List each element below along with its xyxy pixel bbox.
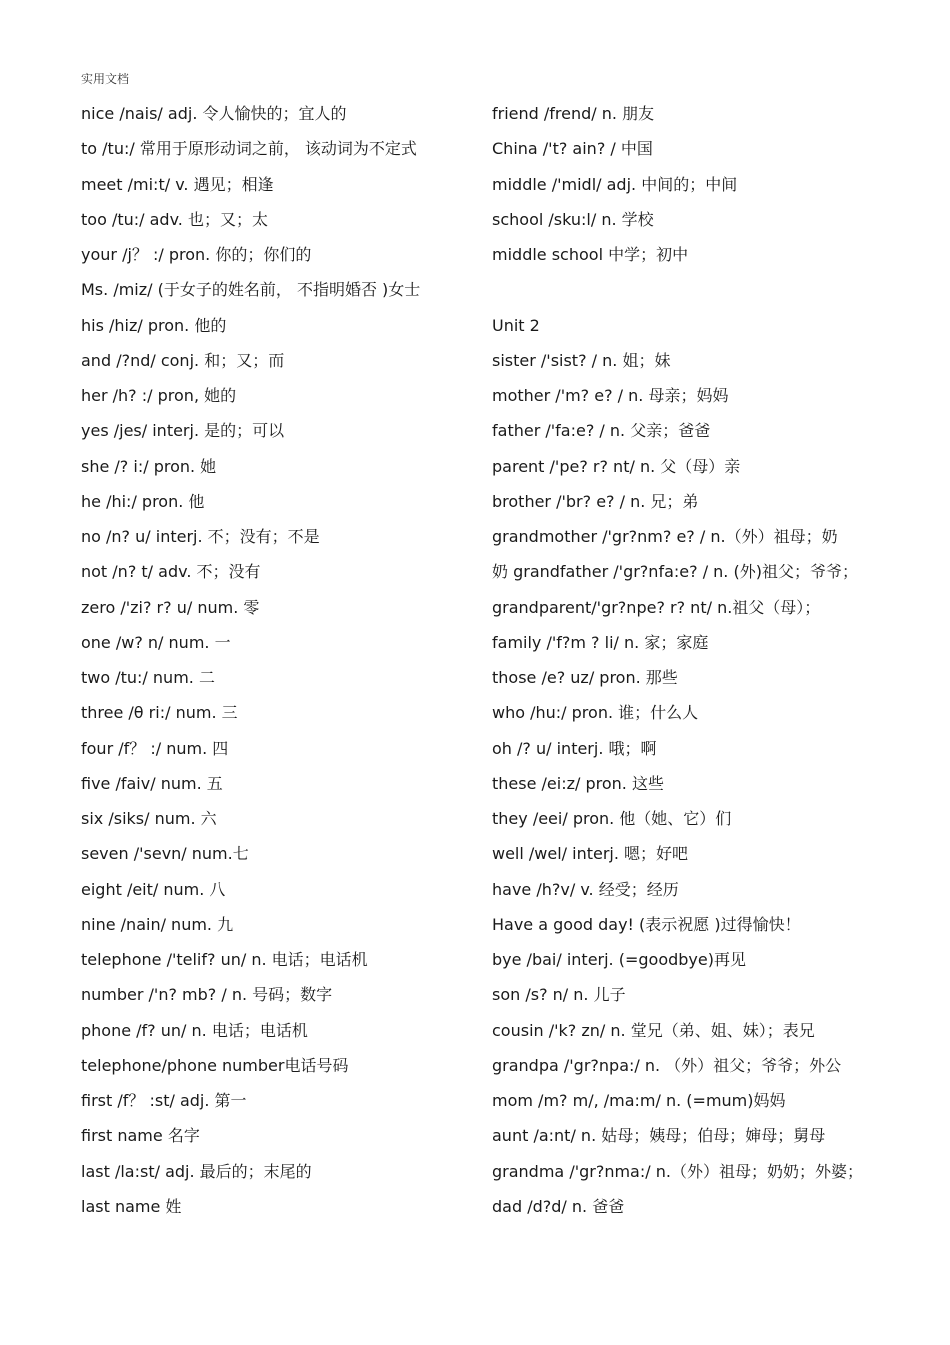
vocabulary-entry: sister /'sist? / n. 姐；妹 <box>492 350 671 370</box>
vocabulary-entry: grandpa /'gr?npa:/ n. （外）祖父；爷爷；外公 <box>492 1055 842 1075</box>
vocabulary-entry: those /e? uz/ pron. 那些 <box>492 668 678 687</box>
vocabulary-entry: mom /m? m/, /ma:m/ n. (=mum)妈妈 <box>492 1091 786 1110</box>
vocabulary-entry: zero /'zi? r? u/ num. 零 <box>81 597 260 617</box>
vocabulary-entry: son /s? n/ n. 儿子 <box>492 985 626 1005</box>
vocabulary-entry: five /faiv/ num. 五 <box>81 773 223 793</box>
vocabulary-entry: not /n? t/ adv. 不；没有 <box>81 562 261 582</box>
vocabulary-entry: grandmother /'gr?nm? e? / n.（外）祖母；奶 <box>492 527 838 546</box>
vocabulary-entry: his /hiz/ pron. 他的 <box>81 315 227 335</box>
vocabulary-entry: brother /'br? e? / n. 兄；弟 <box>492 491 699 511</box>
vocabulary-entry: two /tu:/ num. 二 <box>81 668 215 687</box>
vocabulary-entry: six /siks/ num. 六 <box>81 809 217 828</box>
vocabulary-entry: her /h? :/ pron, 她的 <box>81 386 237 405</box>
vocabulary-entry: one /w? n/ num. 一 <box>81 632 231 652</box>
left-word-column <box>81 96 481 1224</box>
vocabulary-entry: dad /d?d/ n. 爸爸 <box>492 1196 625 1216</box>
vocabulary-entry: oh /? u/ interj. 哦；啊 <box>492 738 657 758</box>
vocabulary-entry: last name 姓 <box>81 1196 182 1216</box>
vocabulary-entry: first /f？ :st/ adj. 第一 <box>81 1091 247 1110</box>
vocabulary-entry: middle /'midl/ adj. 中间的；中间 <box>492 174 738 194</box>
vocabulary-entry: 奶 grandfather /'gr?nfa:e? / n. (外)祖父；爷爷； <box>492 562 858 582</box>
vocabulary-entry: who /hu:/ pron. 谁；什么人 <box>492 703 699 723</box>
vocabulary-entry: yes /jes/ interj. 是的；可以 <box>81 421 285 441</box>
vocabulary-entry: cousin /'k? zn/ n. 堂兄（弟、姐、妹）；表兄 <box>492 1020 815 1040</box>
vocabulary-entry: no /n? u/ interj. 不；没有；不是 <box>81 527 320 546</box>
vocabulary-entry: nine /nain/ num. 九 <box>81 914 234 934</box>
vocabulary-entry: nice /nais/ adj. 令人愉快的；宜人的 <box>81 104 347 123</box>
vocabulary-entry: she /? i:/ pron. 她 <box>81 456 217 476</box>
vocabulary-entry: your /j？ :/ pron. 你的；你们的 <box>81 245 312 264</box>
vocabulary-entry: have /h?v/ v. 经受；经历 <box>492 879 679 899</box>
right-word-column <box>492 96 892 1224</box>
vocabulary-entry: telephone /'telif? un/ n. 电话；电话机 <box>81 950 368 969</box>
vocabulary-entry: phone /f? un/ n. 电话；电话机 <box>81 1020 308 1040</box>
page-header: 实用文档 <box>81 72 130 86</box>
vocabulary-entry: meet /mi:t/ v. 遇见；相逢 <box>81 174 274 194</box>
vocabulary-entry: four /f？ :/ num. 四 <box>81 738 229 758</box>
vocabulary-entry: he /hi:/ pron. 他 <box>81 491 205 511</box>
vocabulary-entry: family /'f?m ? li/ n. 家；家庭 <box>492 632 709 652</box>
vocabulary-entry: first name 名字 <box>81 1126 200 1146</box>
vocabulary-entry: China /'t? ain? / 中国 <box>492 139 653 159</box>
vocabulary-entry: seven /'sevn/ num.七 <box>81 844 249 864</box>
vocabulary-entry: aunt /a:nt/ n. 姑母；姨母；伯母；婶母；舅母 <box>492 1126 826 1146</box>
vocabulary-entry: Unit 2 <box>492 315 540 335</box>
vocabulary-entry: these /ei:z/ pron. 这些 <box>492 773 664 793</box>
vocabulary-entry: school /sku:l/ n. 学校 <box>492 209 654 229</box>
vocabulary-entry: father /'fa:e? / n. 父亲；爸爸 <box>492 421 711 441</box>
vocabulary-entry: and /?nd/ conj. 和；又；而 <box>81 350 285 370</box>
vocabulary-entry: to /tu:/ 常用于原形动词之前， 该动词为不定式 <box>81 139 417 159</box>
vocabulary-entry: bye /bai/ interj. (=goodbye)再见 <box>492 950 746 969</box>
vocabulary-entry: middle school 中学；初中 <box>492 245 689 264</box>
vocabulary-entry: Have a good day! (表示祝愿 )过得愉快！ <box>492 914 801 934</box>
vocabulary-entry: mother /'m? e? / n. 母亲；妈妈 <box>492 386 729 405</box>
vocabulary-entry: Ms. /miz/ (于女子的姓名前， 不指明婚否 )女士 <box>81 280 421 300</box>
vocabulary-entry: friend /frend/ n. 朋友 <box>492 104 655 123</box>
vocabulary-entry: last /la:st/ adj. 最后的；末尾的 <box>81 1161 312 1181</box>
vocabulary-entry: eight /eit/ num. 八 <box>81 879 226 899</box>
vocabulary-entry: too /tu:/ adv. 也；又；太 <box>81 209 268 229</box>
vocabulary-entry: grandma /'gr?nma:/ n.（外）祖母；奶奶；外婆； <box>492 1161 863 1181</box>
vocabulary-entry: number /'n? mb? / n. 号码；数字 <box>81 985 333 1005</box>
vocabulary-entry: telephone/phone number电话号码 <box>81 1055 349 1075</box>
vocabulary-entry: parent /'pe? r? nt/ n. 父（母）亲 <box>492 456 741 476</box>
vocabulary-entry: grandparent/'gr?npe? r? nt/ n.祖父（母）； <box>492 597 821 617</box>
vocabulary-entry: well /wel/ interj. 嗯；好吧 <box>492 844 689 864</box>
vocabulary-entry <box>492 272 892 307</box>
vocabulary-entry: they /eei/ pron. 他（她、它）们 <box>492 809 732 828</box>
vocabulary-entry: three /θ ri:/ num. 三 <box>81 703 238 723</box>
